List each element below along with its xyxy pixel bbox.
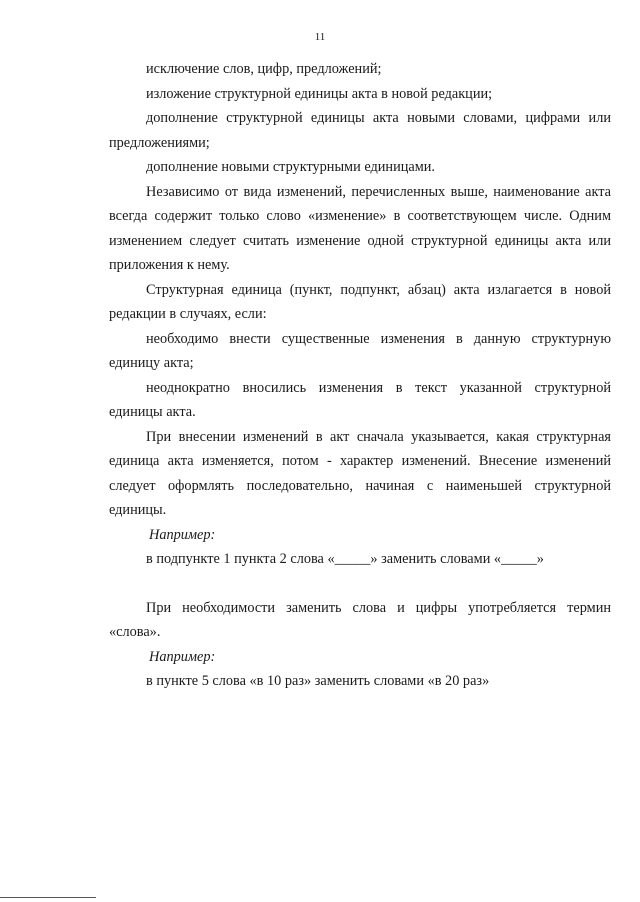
page-number: 11 [314,31,326,43]
paragraph: изложение структурной единицы акта в новой редакции; [146,85,493,102]
example-label: Например: [149,526,216,543]
paragraph: исключение слов, цифр, предложений; [146,61,382,77]
example-text: в пункте 5 слова «в 10 раз» заменить словами «в 20 раз» [146,673,490,689]
paragraph: дополнение новыми структурными единицами. [146,159,435,175]
footnote-rule [0,897,96,898]
paragraph: При необходимости заменить слова и цифры употребляется термин «слова». [109,599,611,640]
example-text: в подпункте 1 пункта 2 слова «_____» заменить словами «_____» [146,551,544,567]
document-body [109,57,611,694]
paragraph: неоднократно вносились изменения в текст указанной структурной единицы акта. [109,379,611,420]
paragraph: Структурная единица (пункт, подпункт, абзац) акта излагается в новой редакции в случаях, если: [109,281,611,322]
paragraph: Независимо от вида изменений, перечисленных выше, наименование акта всегда содержит только слово «изменение» в соответствующем числе. Одним изменением следует считать изменение одной структурной единицы акта или приложения к нему. [109,183,611,273]
paragraph: При внесении изменений в акт сначала указывается, какая структурная единица акта изменяется, потом - характер изменений. Внесение изменений следует оформлять последовательно, начиная с наименьшей структурной единицы. [109,428,611,518]
paragraph: необходимо внести существенные изменения в данную структурную единицу акта; [109,330,611,371]
example-label: Например: [149,648,216,665]
paragraph: дополнение структурной единицы акта новыми словами, цифрами или предложениями; [109,110,611,151]
